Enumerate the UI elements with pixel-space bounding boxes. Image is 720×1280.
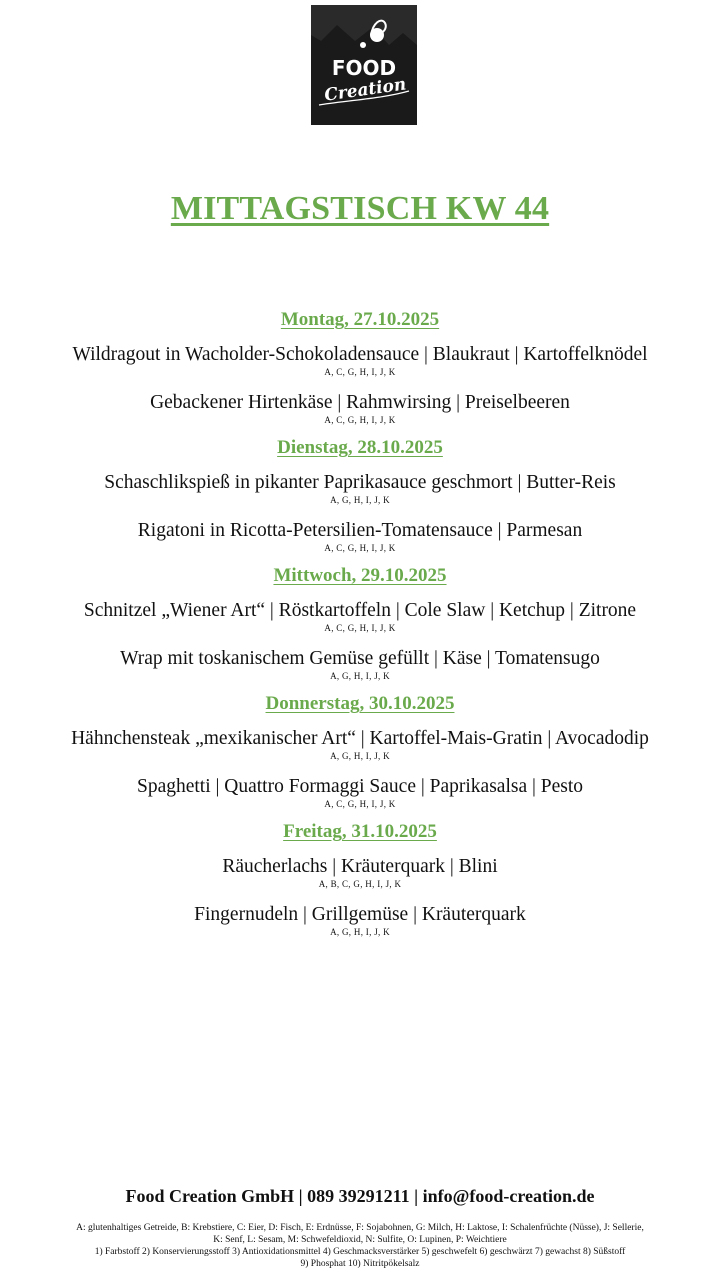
dish-allergens: A, C, G, H, I, J, K: [324, 543, 396, 553]
dish-item: [0, 776, 720, 810]
dish-item: [0, 392, 720, 426]
dish-name: Hähnchensteak „mexikanischer Art“ | Kartoffel-Mais-Gratin | Avocadodip: [71, 728, 649, 749]
chef-hand-icon: [311, 5, 417, 125]
day-heading: Montag, 27.10.2025: [280, 309, 440, 330]
dish-item: [0, 648, 720, 682]
dish-allergens: A, G, H, I, J, K: [330, 495, 390, 505]
dish-allergens: A, C, G, H, I, J, K: [324, 367, 396, 377]
allergen-legend: [16, 1222, 704, 1270]
dish-name: Rigatoni in Ricotta-Petersilien-Tomatensauce | Parmesan: [137, 520, 583, 541]
dish-name: Fingernudeln | Grillgemüse | Kräuterquark: [194, 904, 526, 925]
dish-name: Wildragout in Wacholder-Schokoladensauce | Blaukraut | Kartoffelknödel: [72, 344, 648, 365]
dish-allergens: A, C, G, H, I, J, K: [324, 415, 396, 425]
dish-item: [0, 472, 720, 506]
dish-name: Schaschlikspieß in pikanter Paprikasauce geschmort | Butter-Reis: [104, 472, 616, 493]
dish-name: Räucherlachs | Kräuterquark | Blini: [222, 856, 498, 877]
dish-allergens: A, G, H, I, J, K: [330, 927, 390, 937]
menu-day: [0, 306, 720, 426]
day-heading: Mittwoch, 29.10.2025: [273, 565, 447, 586]
dish-allergens: A, C, G, H, I, J, K: [324, 623, 396, 633]
legend-line: 9) Phosphat 10) Nitritpökelsalz: [300, 1259, 420, 1269]
legend-line: A: glutenhaltiges Getreide, B: Krebstiere, C: Eier, D: Fisch, E: Erdnüsse, F: Sojabohnen, G: Milch, H: Laktose, I: Schalenfrüchte (Nüsse), J: Sellerie,: [76, 1223, 644, 1233]
dish-item: [0, 904, 720, 938]
company-contact: Food Creation GmbH | 089 39291211 | info@food-creation.de: [125, 1186, 595, 1206]
dish-name: Schnitzel „Wiener Art“ | Röstkartoffeln | Cole Slaw | Ketchup | Zitrone: [83, 600, 637, 621]
menu-day: [0, 690, 720, 810]
dish-item: [0, 520, 720, 554]
food-creation-logo: [311, 5, 417, 125]
day-heading: Donnerstag, 30.10.2025: [265, 693, 455, 714]
svg-text:Creation: Creation: [323, 74, 408, 106]
legend-line: K: Senf, L: Sesam, M: Schwefeldioxid, N: Sulfite, O: Lupinen, P: Weichtiere: [213, 1235, 507, 1245]
dish-name: Gebackener Hirtenkäse | Rahmwirsing | Preiselbeeren: [150, 392, 570, 413]
legend-line: 1) Farbstoff 2) Konservierungsstoff 3) Antioxidationsmittel 4) Geschmacksverstärker 5) geschwefelt 6) geschwärzt 7) gewachst 8) Süßstoff: [94, 1247, 626, 1257]
dish-allergens: A, G, H, I, J, K: [330, 751, 390, 761]
day-heading: Freitag, 31.10.2025: [283, 821, 437, 842]
dish-allergens: A, G, H, I, J, K: [330, 671, 390, 681]
page-title: MITTAGSTISCH KW 44: [170, 190, 550, 227]
day-heading: Dienstag, 28.10.2025: [277, 437, 443, 458]
dish-item: [0, 856, 720, 890]
menu-day: [0, 562, 720, 682]
weekly-menu: [0, 304, 720, 938]
dish-item: [0, 344, 720, 378]
dish-name: Spaghetti | Quattro Formaggi Sauce | Paprikasalsa | Pesto: [136, 776, 584, 797]
dish-name: Wrap mit toskanischem Gemüse gefüllt | Käse | Tomatensugo: [120, 648, 600, 669]
menu-day: [0, 434, 720, 554]
menu-day: [0, 818, 720, 938]
dish-item: [0, 728, 720, 762]
svg-text:FOOD: FOOD: [331, 56, 397, 80]
dish-item: [0, 600, 720, 634]
dish-allergens: A, B, C, G, H, I, J, K: [318, 879, 402, 889]
dish-allergens: A, C, G, H, I, J, K: [324, 799, 396, 809]
